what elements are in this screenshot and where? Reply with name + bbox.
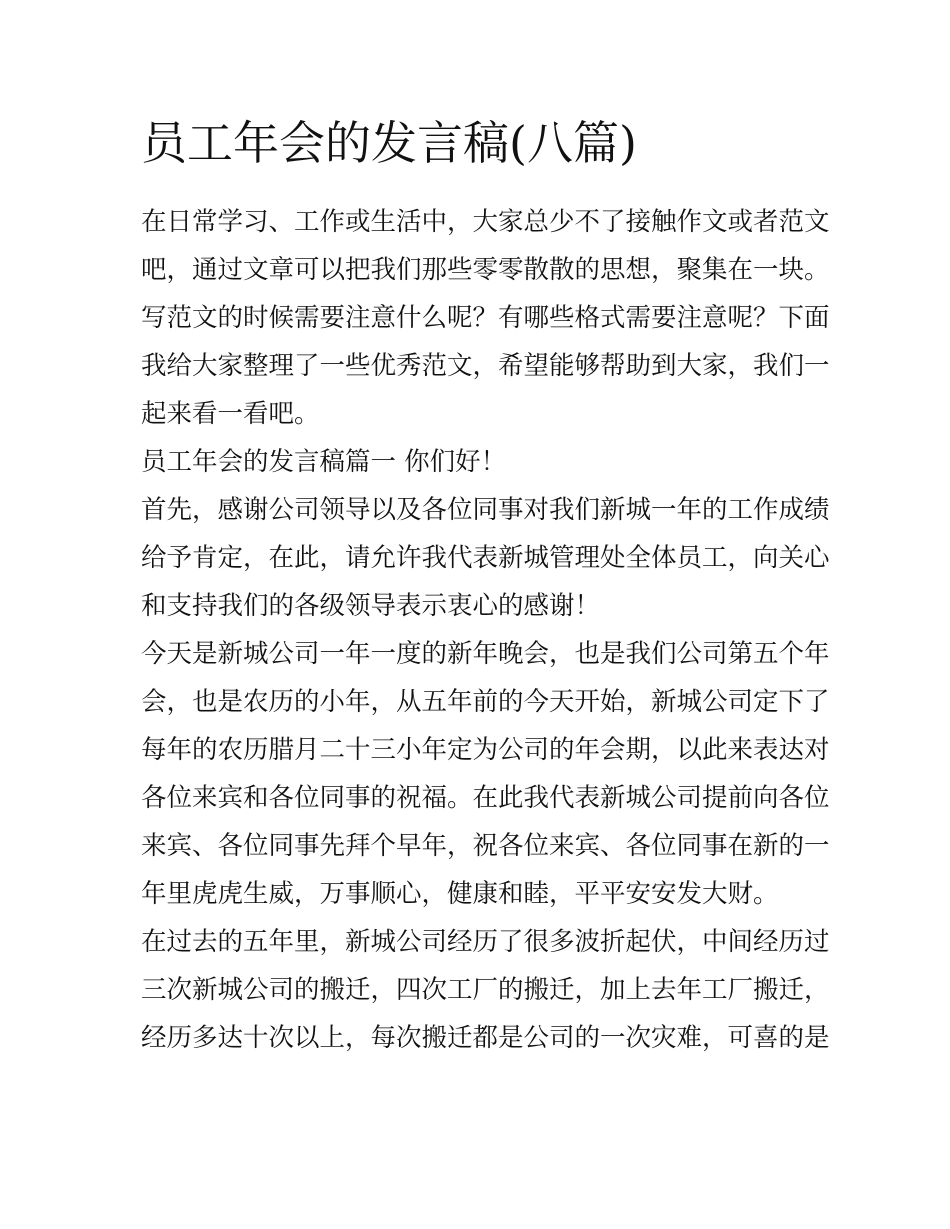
text-line: 写范文的时候需要注意什么呢？有哪些格式需要注意呢？下面: [141, 303, 830, 333]
text-line: 和支持我们的各级领导表示衷心的感谢！: [141, 591, 601, 621]
annual-party-paragraph: [141, 630, 830, 918]
text-line: 今天是新城公司一年一度的新年晚会，也是我们公司第五个年: [141, 639, 830, 669]
text-line: 起来看一看吧。: [141, 399, 320, 429]
text-line: 各位来宾和各位同事的祝福。在此我代表新城公司提前向各位: [141, 783, 830, 813]
text-line: 吧，通过文章可以把我们那些零零散散的思想，聚集在一块。: [141, 255, 830, 285]
text-line: 来宾、各位同事先拜个早年，祝各位来宾、各位同事在新的一: [141, 831, 830, 861]
text-line: 给予肯定，在此，请允许我代表新城管理处全体员工，向关心: [141, 543, 830, 573]
document-title: 员工年会的发言稿(八篇): [141, 116, 637, 170]
text-line: 首先，感谢公司领导以及各位同事对我们新城一年的工作成绩: [141, 495, 830, 525]
text-line: 年里虎虎生威，万事顺心，健康和睦，平平安安发大财。: [141, 879, 779, 909]
section-heading-paragraph: [141, 438, 813, 486]
text-line: 在日常学习、工作或生活中，大家总少不了接触作文或者范文: [141, 207, 830, 237]
text-line: 员工年会的发言稿篇一 你们好！: [141, 447, 507, 477]
intro-paragraph: [141, 198, 830, 438]
history-paragraph: [141, 918, 830, 1062]
thanks-paragraph: [141, 486, 830, 630]
text-line: 会，也是农历的小年，从五年前的今天开始，新城公司定下了: [141, 687, 830, 717]
text-line: 每年的农历腊月二十三小年定为公司的年会期，以此来表达对: [141, 735, 830, 765]
document-body: [141, 198, 830, 1062]
text-line: 经历多达十次以上，每次搬迁都是公司的一次灾难，可喜的是: [141, 1023, 830, 1053]
document-content: [141, 112, 830, 1062]
text-line: 在过去的五年里，新城公司经历了很多波折起伏，中间经历过: [141, 927, 830, 957]
text-line: 我给大家整理了一些优秀范文，希望能够帮助到大家，我们一: [141, 351, 830, 381]
text-line: 三次新城公司的搬迁，四次工厂的搬迁，加上去年工厂搬迁，: [141, 975, 830, 1005]
